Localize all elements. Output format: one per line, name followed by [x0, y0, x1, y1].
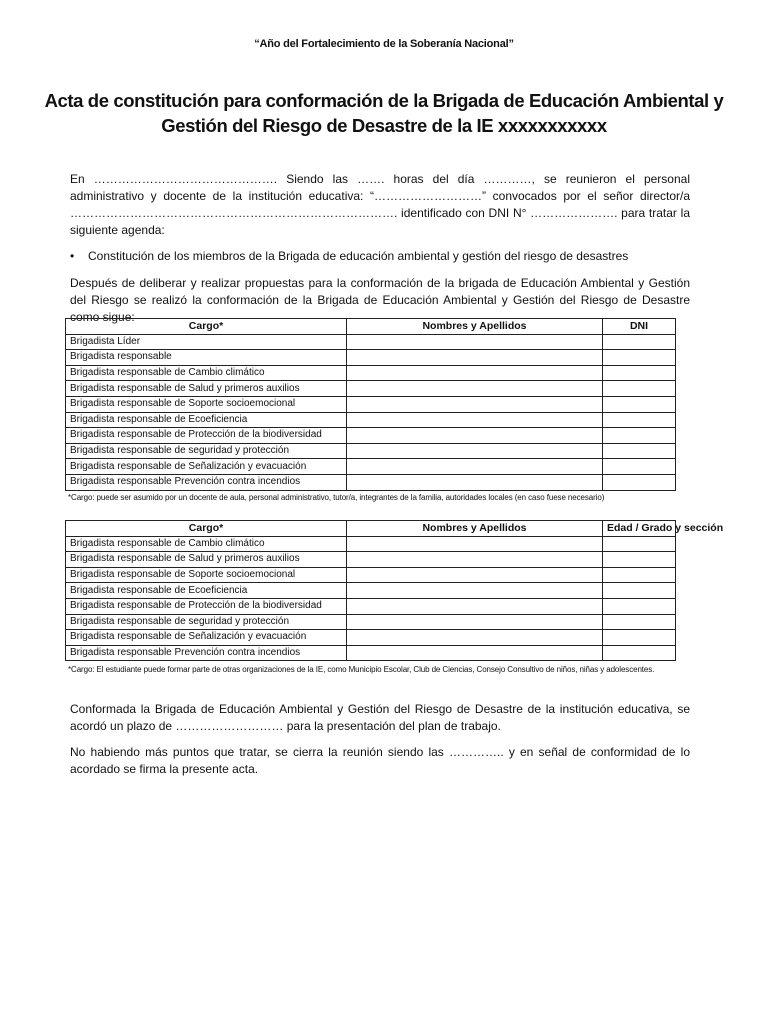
conformation-paragraph: Conformada la Brigada de Educación Ambiental y Gestión del Riesgo de Desastre de la institución educativa, se acordó un plazo de ……………………… para la presentación del plan de trabajo.	[70, 702, 690, 733]
edad-grado-cell[interactable]	[603, 645, 676, 661]
nombres-cell[interactable]	[347, 350, 603, 366]
dni-cell[interactable]	[603, 334, 676, 350]
cargo-cell: Brigadista responsable de Protección de la biodiversidad	[66, 598, 347, 614]
cargo-cell: Brigadista responsable de Soporte socioemocional	[66, 396, 347, 412]
cargo-cell: Brigadista responsable de Salud y primeros auxilios	[66, 381, 347, 397]
edad-grado-cell[interactable]	[603, 567, 676, 583]
table-row	[66, 381, 676, 397]
nombres-cell[interactable]	[347, 583, 603, 599]
table-row	[66, 474, 676, 490]
cargo-cell: Brigadista responsable de seguridad y protección	[66, 614, 347, 630]
nombres-cell[interactable]	[347, 614, 603, 630]
dni-cell[interactable]	[603, 396, 676, 412]
cargo-cell: Brigadista responsable de Salud y primeros auxilios	[66, 552, 347, 568]
table-row	[66, 630, 676, 646]
bullet-icon: •	[70, 249, 75, 263]
dni-cell[interactable]	[603, 412, 676, 428]
table-row	[66, 645, 676, 661]
cargo-cell: Brigadista responsable de Ecoeficiencia	[66, 583, 347, 599]
nombres-cell[interactable]	[347, 443, 603, 459]
edad-grado-cell[interactable]	[603, 614, 676, 630]
deliberation-paragraph: Después de deliberar y realizar propuestas para la conformación de la brigada de Educación Ambiental y Gestión del Riesgo se realizó la conformación de la Brigada de Educación Ambiental y Gestión del Riesgo de Desastre como sigue:	[70, 276, 690, 324]
cargo-cell: Brigadista responsable de seguridad y protección	[66, 443, 347, 459]
year-motto: “Año del Fortalecimiento de la Soberanía Nacional”	[254, 38, 514, 50]
cargo-cell: Brigadista responsable de Protección de la biodiversidad	[66, 428, 347, 444]
table-row	[66, 567, 676, 583]
dni-cell[interactable]	[603, 459, 676, 475]
edad-grado-cell[interactable]	[603, 583, 676, 599]
dni-cell[interactable]	[603, 381, 676, 397]
closing-paragraph: No habiendo más puntos que tratar, se cierra la reunión siendo las ………….. y en señal de conformidad de lo acordado se firma la presente acta.	[70, 745, 690, 776]
cargo-cell: Brigadista responsable	[66, 350, 347, 366]
table2-footnote: *Cargo: El estudiante puede formar parte de otras organizaciones de la IE, como Municipio Escolar, Club de Ciencias, Consejo Consultivo de niños, niñas y adolescentes.	[68, 665, 655, 674]
table-row	[66, 365, 676, 381]
edad-grado-cell[interactable]	[603, 552, 676, 568]
nombres-cell[interactable]	[347, 536, 603, 552]
nombres-cell[interactable]	[347, 459, 603, 475]
cargo-cell: Brigadista responsable Prevención contra incendios	[66, 474, 347, 490]
nombres-cell[interactable]	[347, 645, 603, 661]
nombres-cell[interactable]	[347, 567, 603, 583]
edad-grado-cell[interactable]	[603, 630, 676, 646]
table-row	[66, 350, 676, 366]
table-row	[66, 443, 676, 459]
cargo-cell: Brigadista responsable Prevención contra incendios	[66, 645, 347, 661]
header-nombres: Nombres y Apellidos	[347, 319, 603, 335]
title-line-2: Gestión del Riesgo de Desastre de la IE xxxxxxxxxxx	[161, 115, 607, 136]
table-row	[66, 412, 676, 428]
nombres-cell[interactable]	[347, 630, 603, 646]
nombres-cell[interactable]	[347, 396, 603, 412]
nombres-cell[interactable]	[347, 428, 603, 444]
nombres-cell[interactable]	[347, 552, 603, 568]
header-cargo: Cargo*	[66, 521, 347, 537]
header-cargo: Cargo*	[66, 319, 347, 335]
dni-cell[interactable]	[603, 350, 676, 366]
dni-cell[interactable]	[603, 428, 676, 444]
title-line-1: Acta de constitución para conformación de la Brigada de Educación Ambiental y	[44, 90, 724, 111]
cargo-cell: Brigadista responsable de Cambio climático	[66, 536, 347, 552]
header-edad-grado: Edad / Grado y sección	[603, 521, 676, 537]
cargo-cell: Brigadista responsable de Señalización y evacuación	[66, 459, 347, 475]
nombres-cell[interactable]	[347, 365, 603, 381]
nombres-cell[interactable]	[347, 412, 603, 428]
cargo-cell: Brigadista Líder	[66, 334, 347, 350]
table-row	[66, 334, 676, 350]
table-header-row	[66, 319, 676, 335]
nombres-cell[interactable]	[347, 474, 603, 490]
intro-paragraph: En ………………………………………. Siendo las ……. horas del día …………, se reunieron el personal administrativo y docente de la institución educativa: “………………………” convocados por el señor director/a ………………………………………………………………………. identificado con DNI N° …………………. para tratar la siguiente agenda:	[70, 172, 690, 237]
table-row	[66, 583, 676, 599]
edad-grado-cell[interactable]	[603, 598, 676, 614]
cargo-cell: Brigadista responsable de Ecoeficiencia	[66, 412, 347, 428]
agenda-item: Constitución de los miembros de la Brigada de educación ambiental y gestión del riesgo de desastres	[88, 249, 629, 263]
dni-cell[interactable]	[603, 474, 676, 490]
table-row	[66, 428, 676, 444]
cargo-cell: Brigadista responsable de Cambio climático	[66, 365, 347, 381]
agenda-list	[70, 248, 690, 264]
table-row	[66, 459, 676, 475]
table-header-row	[66, 521, 676, 537]
header-dni: DNI	[603, 319, 676, 335]
table-row	[66, 614, 676, 630]
table-row	[66, 552, 676, 568]
table-row	[66, 396, 676, 412]
dni-cell[interactable]	[603, 443, 676, 459]
table1-footnote: *Cargo: puede ser asumido por un docente de aula, personal administrativo, tutor/a, integrantes de la familia, autoridades locales (en caso fuese necesario)	[68, 493, 605, 502]
edad-grado-cell[interactable]	[603, 536, 676, 552]
nombres-cell[interactable]	[347, 334, 603, 350]
dni-cell[interactable]	[603, 365, 676, 381]
nombres-cell[interactable]	[347, 381, 603, 397]
table-row	[66, 536, 676, 552]
staff-brigade-table	[65, 318, 676, 491]
nombres-cell[interactable]	[347, 598, 603, 614]
header-nombres: Nombres y Apellidos	[347, 521, 603, 537]
cargo-cell: Brigadista responsable de Soporte socioemocional	[66, 567, 347, 583]
cargo-cell: Brigadista responsable de Señalización y evacuación	[66, 630, 347, 646]
document-title	[40, 88, 728, 138]
table-row	[66, 598, 676, 614]
student-brigade-table	[65, 520, 724, 661]
